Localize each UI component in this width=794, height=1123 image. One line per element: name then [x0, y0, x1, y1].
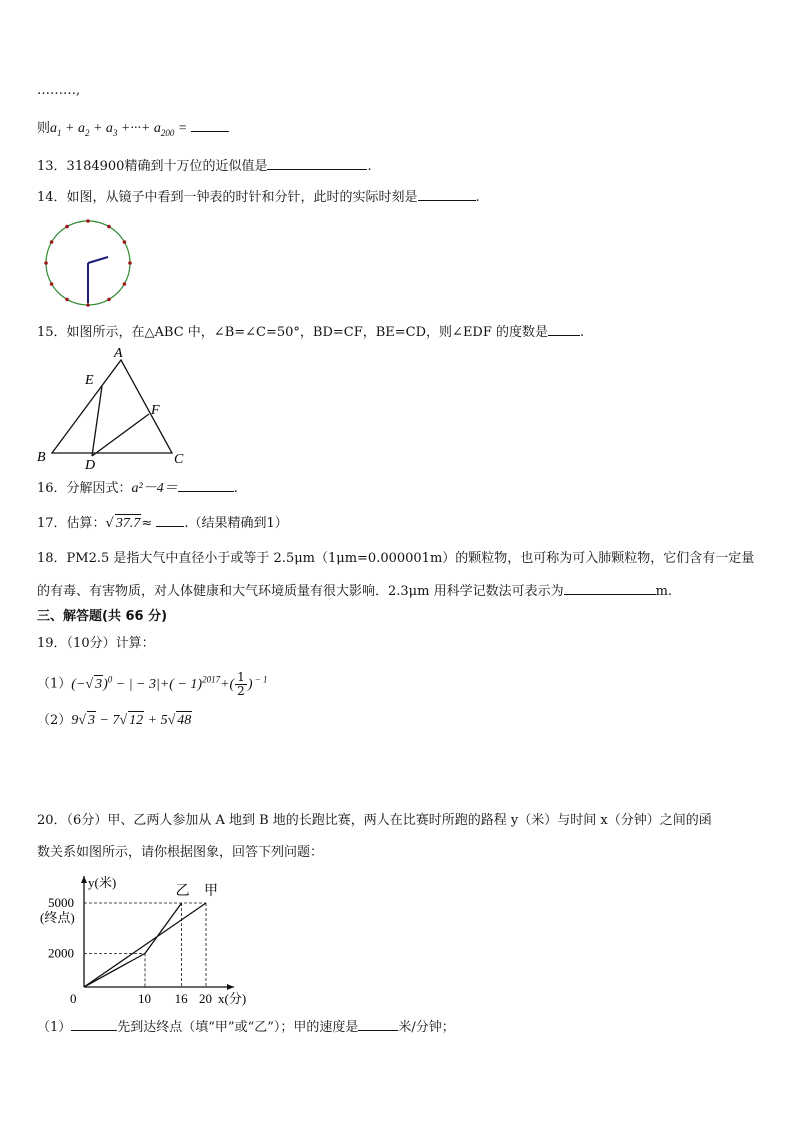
x-axis-arrow	[227, 984, 234, 990]
x-tick-20: 20	[199, 991, 212, 1006]
triangle-abc-figure	[36, 343, 196, 471]
question-20-line-2: 数关系如图所示，请你根据图象，回答下列问题：	[37, 845, 324, 860]
y-tick-endpoint-note: (终点)	[40, 910, 75, 925]
answer-blank-20-1b[interactable]	[358, 1018, 398, 1031]
answer-blank-14[interactable]	[418, 188, 476, 201]
question-19-part-2-label: （2）	[37, 713, 72, 728]
x-tick-0: 0	[70, 991, 77, 1006]
question-19-part-2: （2）9√ 3 − 7√ 12 + 5√ 48	[37, 713, 192, 728]
answer-blank-18[interactable]	[564, 582, 656, 595]
label-f: F	[151, 403, 160, 418]
question-20-line-1: 20．（6分）甲、乙两人参加从 A 地到 B 地的长跑比赛，两人在比赛时所跑的路程 y（米）与时间 x（分钟）之间的函	[37, 813, 712, 828]
y-tick-2000: 2000	[48, 945, 74, 961]
answer-blank-16[interactable]	[178, 479, 234, 492]
question-18-line-2	[37, 582, 672, 601]
sum-prefix: 则	[37, 121, 51, 136]
question-17-radicand: 37.7	[115, 516, 141, 531]
hour-hand	[88, 257, 108, 263]
question-15-end: .	[580, 325, 585, 340]
question-19-title: 19．（10分）计算：	[37, 636, 155, 651]
series-label-yi: 乙	[175, 884, 190, 899]
question-19-part-1: （1）(−√ 3)$^0$ − | − $3|+( - 1)^{2017}+$( $\frac{1}{2}$ ) $^{- 1}$	[37, 669, 268, 698]
question-17	[37, 514, 288, 533]
answer-blank-15[interactable]	[548, 323, 580, 336]
question-20-part-1-text: 先到达终点（填“甲”或“乙”）；甲的速度是	[117, 1020, 359, 1035]
label-b: B	[37, 450, 46, 465]
label-d: D	[85, 458, 96, 471]
question-20-part-1-label: （1）	[37, 1020, 72, 1035]
mirror-clock-figure	[40, 215, 136, 311]
series-label-jia: 甲	[204, 884, 218, 899]
question-16-expression: a²－4＝	[131, 481, 178, 496]
question-14-text: 14．如图，从镜子中看到一钟表的时针和分针，此时的实际时刻是	[37, 190, 418, 205]
label-a: A	[114, 346, 123, 361]
question-18-text: 的有毒、有害物质，对人体健康和大气环境质量有很大影响．2.3μm 用科学记数法可表示为	[37, 584, 564, 599]
question-20-part-1	[37, 1018, 455, 1037]
question-20-part-1-end: 米/分钟；	[398, 1020, 455, 1035]
question-13-end: .	[367, 159, 372, 174]
question-16-prefix: 16．分解因式：	[37, 481, 132, 496]
question-18-unit: m.	[655, 584, 673, 599]
section-3-title: 三、解答题(共 66 分)	[37, 609, 168, 624]
question-19-part-1-label: （1）	[37, 676, 72, 692]
question-15-text: 15．如图所示，在△ABC 中，∠B=∠C=50°，BD=CF，BE=CD，则∠EDF 的度数是	[37, 325, 549, 340]
question-13	[37, 157, 372, 176]
x-axis-label: x(分)	[218, 991, 247, 1006]
label-c: C	[174, 452, 184, 467]
question-13-text: 13．3184900精确到十万位的近似值是	[37, 159, 268, 174]
question-16	[37, 479, 238, 498]
segment-df	[92, 414, 149, 456]
fraction-one-half: $\frac{1}{2}$	[237, 669, 245, 698]
series-line-yi	[84, 903, 182, 987]
question-18-line-1: 18．PM2.5 是指大气中直径小于或等于 2.5μm（1μm=0.000001m）的颗粒物，也可称为可入肺颗粒物，它们含有一定量	[37, 551, 755, 566]
question-14	[37, 188, 480, 207]
x-tick-16: 16	[174, 991, 188, 1006]
approx-symbol: ≈	[141, 516, 153, 531]
answer-blank-12[interactable]	[191, 119, 229, 132]
y-axis-label: y(米)	[88, 875, 117, 890]
race-distance-time-chart	[36, 870, 276, 1012]
answer-blank-20-1a[interactable]	[71, 1018, 117, 1031]
continuation-dots: ………,	[37, 83, 81, 98]
sum-expression-line: 则$a_1 + a_2 + a_3$ +···+ $a_{200}$ =	[37, 119, 229, 142]
label-e: E	[85, 373, 94, 388]
question-17-end: .（结果精确到1）	[184, 516, 288, 531]
question-14-end: .	[475, 190, 480, 205]
sqrt-symbol: √	[105, 516, 114, 531]
y-tick-5000: 5000	[48, 895, 74, 910]
y-axis-arrow	[81, 876, 87, 883]
question-15	[37, 323, 584, 342]
answer-blank-13[interactable]	[267, 157, 367, 170]
question-17-prefix: 17．估算：	[37, 516, 106, 531]
answer-blank-17[interactable]	[156, 514, 184, 527]
question-16-end: .	[233, 481, 238, 496]
x-tick-10: 10	[138, 991, 151, 1006]
